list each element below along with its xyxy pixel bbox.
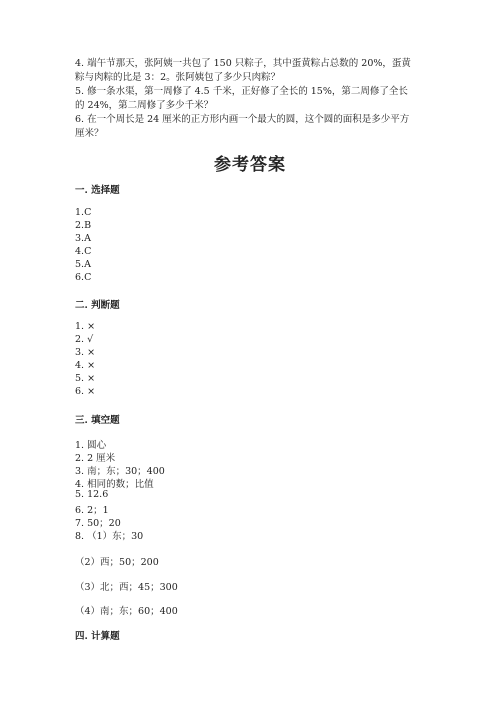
judge-answer: 6. × [75,386,96,397]
choice-answer: 6.C [75,272,92,283]
fill-answer: 8. （1）东；30 [75,531,144,542]
fill-answer: 7. 50；20 [75,518,121,529]
choice-answer: 3.A [75,233,91,244]
fill-answer: 1. 圆心 [75,440,107,451]
question-5-line-2: 的 24%，第二周修了多少千米？ [75,100,214,111]
answer-title: 参考答案 [214,155,286,175]
choice-answer: 2.B [75,220,92,231]
section-heading-judge: 二. 判断题 [75,300,120,311]
section-heading-choice: 一. 选择题 [75,185,120,196]
fill-answer: （4）南；东；60；400 [75,606,178,617]
judge-answer: 3. × [75,347,96,358]
fill-answer: 3. 南；东；30；400 [75,466,165,477]
question-5-line-1: 5. 修一条水渠，第一周修了 4.5 千米，正好修了全长的 15%，第二周修了全长 [75,86,408,97]
fill-answer: 4. 相同的数；比值 [75,479,154,490]
question-6-line-1: 6. 在一个周长是 24 厘米的正方形内画一个最大的圆，这个圆的面积是多少平方 [75,114,410,125]
fill-answer: （2）西；50；200 [75,557,159,568]
section-heading-calc: 四. 计算题 [75,631,120,642]
section-heading-fill: 三. 填空题 [75,415,120,426]
judge-answer: 2. √ [75,334,94,345]
choice-answer: 5.A [75,259,91,270]
judge-answer: 4. × [75,360,96,371]
fill-answer: （3）北；西；45；300 [75,582,178,593]
question-6-line-2: 厘米？ [75,128,104,139]
choice-answer: 1.C [75,207,92,218]
fill-answer: 2. 2 厘米 [75,453,116,464]
question-4-line-1: 4. 端午节那天，张阿姨一共包了 150 只粽子，其中蛋黄粽占总数的 20%，蛋黄 [75,58,411,69]
fill-answer: 6. 2；1 [75,505,109,516]
question-4-line-2: 粽与肉粽的比是 3：2。张阿姨包了多少只肉粽？ [75,72,281,83]
judge-answer: 5. × [75,373,96,384]
fill-answer: 5. 12.6 [75,489,109,500]
judge-answer: 1. × [75,321,96,332]
choice-answer: 4.C [75,246,92,257]
